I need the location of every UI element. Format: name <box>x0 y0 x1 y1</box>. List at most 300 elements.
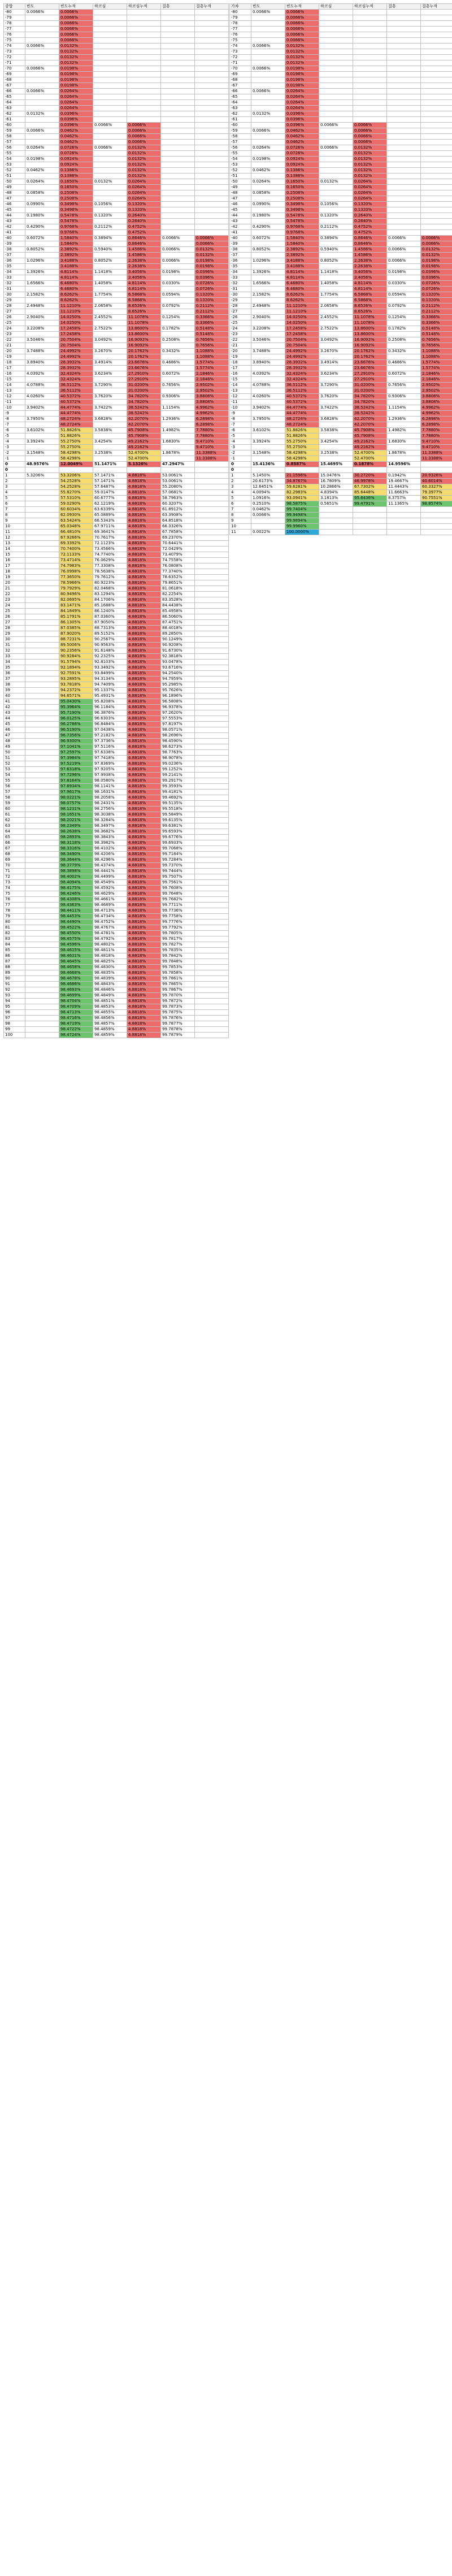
table-row <box>230 400 452 405</box>
value-cell: 97.9205% <box>93 767 127 773</box>
table-row <box>230 27 452 32</box>
row-key-cell: 6 <box>4 501 25 507</box>
value-cell: 66.5343% <box>93 518 127 524</box>
table-row <box>4 580 229 586</box>
value-cell <box>161 366 195 371</box>
value-cell: 98.2893% <box>59 835 93 840</box>
value-cell: 0.0264% <box>25 179 59 185</box>
value-cell: 49.2162% <box>127 445 161 450</box>
value-cell: 3.9402% <box>251 405 285 411</box>
value-cell: 0.7656% <box>195 337 229 343</box>
value-cell: 4.8818% <box>127 524 161 530</box>
value-cell: 0.0198% <box>421 258 452 264</box>
value-cell <box>161 106 195 111</box>
value-cell: 91.5794% <box>59 660 93 665</box>
value-cell: 98.4094% <box>59 880 93 886</box>
table-row <box>4 27 229 32</box>
value-cell: 48.2724% <box>285 417 319 422</box>
value-cell: 0.1320% <box>319 213 353 219</box>
value-cell: 8.6262% <box>285 298 319 303</box>
value-cell <box>387 332 421 337</box>
row-key-cell: -65 <box>4 94 25 100</box>
value-cell: 0.0396% <box>59 123 93 128</box>
value-cell <box>353 55 387 60</box>
value-cell <box>161 456 195 462</box>
value-cell <box>319 44 353 49</box>
value-cell: 4.8818% <box>127 496 161 501</box>
value-cell: 0.0132% <box>195 253 229 258</box>
table-row <box>4 676 229 682</box>
value-cell <box>421 513 452 518</box>
value-cell <box>387 366 421 371</box>
table-row <box>4 660 229 665</box>
value-cell: 3.9402% <box>25 405 59 411</box>
value-cell: 6.2898% <box>195 417 229 422</box>
value-cell: 0.2640% <box>353 219 387 224</box>
table-row <box>4 213 229 219</box>
value-cell: 98.4716% <box>59 1016 93 1021</box>
value-cell: 44.4774% <box>59 411 93 417</box>
row-key-cell: 67 <box>4 846 25 852</box>
table-row <box>4 388 229 394</box>
value-cell: 0.2112% <box>195 303 229 309</box>
table-row <box>4 541 229 547</box>
value-cell: 99.7284% <box>161 857 195 863</box>
table-row <box>230 320 452 326</box>
value-cell: 1.5840% <box>285 241 319 247</box>
value-cell: 4.8818% <box>127 931 161 936</box>
value-cell: 92.1894% <box>59 665 93 671</box>
row-key-cell: 80 <box>4 920 25 925</box>
value-cell: 8.6526% <box>353 309 387 315</box>
value-cell: 4.8818% <box>127 936 161 942</box>
value-cell: 98.0571% <box>161 727 195 733</box>
value-cell: 98.4699% <box>59 993 93 999</box>
value-cell <box>387 60 421 66</box>
value-cell <box>251 287 285 292</box>
value-cell: 0.2508% <box>285 190 319 196</box>
row-key-cell: -63 <box>230 106 251 111</box>
value-cell <box>93 343 127 349</box>
value-cell: 4.8818% <box>127 914 161 920</box>
row-key-cell: -76 <box>230 32 251 38</box>
table-row <box>230 15 452 21</box>
value-cell: 23.6676% <box>127 366 161 371</box>
row-key-cell: -80 <box>4 10 25 15</box>
value-cell <box>387 185 421 190</box>
value-cell: 0.9768% <box>285 230 319 236</box>
value-cell <box>25 15 59 21</box>
value-cell: 13.8600% <box>353 332 387 337</box>
value-cell: 54.2528% <box>59 479 93 484</box>
value-cell <box>25 869 59 874</box>
value-cell <box>127 467 161 473</box>
value-cell: 78.5966% <box>59 580 93 586</box>
value-cell: 4.8818% <box>127 970 161 976</box>
table-row <box>4 100 229 106</box>
value-cell <box>387 140 421 145</box>
value-cell: 1.1418% <box>93 270 127 275</box>
value-cell: 0.8646% <box>127 236 161 241</box>
value-cell <box>25 897 59 903</box>
value-cell <box>195 965 229 970</box>
value-cell: 0.0066% <box>285 32 319 38</box>
row-key-cell: 13 <box>4 541 25 547</box>
value-cell <box>25 942 59 948</box>
value-cell <box>319 140 353 145</box>
table-row <box>4 620 229 626</box>
value-cell <box>421 117 452 123</box>
row-key-cell: -52 <box>4 168 25 174</box>
value-cell: 1.3926% <box>251 270 285 275</box>
table-row <box>4 965 229 970</box>
row-key-cell: -61 <box>230 117 251 123</box>
table-row <box>4 21 229 27</box>
value-cell: 1.7754% <box>319 292 353 298</box>
column-header: 빈도 <box>25 4 59 10</box>
table-row <box>4 869 229 874</box>
value-cell <box>251 400 285 405</box>
table-row <box>230 207 452 213</box>
value-cell <box>195 1027 229 1033</box>
value-cell: 66.3326% <box>161 524 195 530</box>
value-cell <box>25 931 59 936</box>
value-cell <box>93 128 127 134</box>
value-cell <box>161 320 195 326</box>
row-key-cell: -49 <box>230 185 251 190</box>
row-key-cell: 10 <box>4 524 25 530</box>
table-row <box>230 456 452 462</box>
value-cell: 4.8818% <box>127 993 161 999</box>
value-cell: 0.3366% <box>421 320 452 326</box>
value-cell: 0.0396% <box>59 111 93 117</box>
value-cell: 0.0132% <box>353 162 387 168</box>
row-key-cell: -43 <box>230 219 251 224</box>
value-cell: 1.6566% <box>25 281 59 287</box>
value-cell <box>161 162 195 168</box>
value-cell: 99.7879% <box>161 1033 195 1038</box>
value-cell <box>195 44 229 49</box>
value-cell: 0.9768% <box>59 224 93 230</box>
row-key-cell: 50 <box>4 750 25 756</box>
value-cell: 74.7558% <box>161 558 195 563</box>
row-key-cell: -79 <box>230 15 251 21</box>
table-row <box>4 400 229 405</box>
value-cell: 94.2372% <box>59 688 93 693</box>
value-cell <box>387 513 421 518</box>
value-cell: 99.7682% <box>161 897 195 903</box>
table-row <box>230 49 452 55</box>
value-cell <box>319 83 353 89</box>
value-cell: 98.4713% <box>93 908 127 914</box>
value-cell: 4.8818% <box>127 501 161 507</box>
value-cell: 98.7763% <box>161 750 195 756</box>
value-cell: 1.5840% <box>285 236 319 241</box>
row-key-cell: 83 <box>4 936 25 942</box>
value-cell <box>319 111 353 117</box>
value-cell: 0.0066% <box>421 241 452 247</box>
value-cell: 85.4958% <box>161 609 195 614</box>
value-cell: 4.8114% <box>285 275 319 281</box>
value-cell <box>161 123 195 128</box>
value-cell <box>195 513 229 518</box>
value-cell: 4.8818% <box>127 614 161 620</box>
value-cell <box>25 580 59 586</box>
value-cell: 98.2349% <box>59 823 93 829</box>
value-cell <box>387 44 421 49</box>
value-cell: 96.2786% <box>59 722 93 727</box>
row-key-cell: 8 <box>4 513 25 518</box>
value-cell: 4.8818% <box>127 795 161 801</box>
value-cell: 0.0462% <box>59 128 93 134</box>
value-cell: 0.0198% <box>59 83 93 89</box>
value-cell: 98.4802% <box>93 942 127 948</box>
row-key-cell: -74 <box>230 44 251 49</box>
value-cell <box>25 767 59 773</box>
value-cell: 99.7758% <box>161 914 195 920</box>
row-key-cell: -27 <box>230 309 251 315</box>
table-row <box>4 880 229 886</box>
value-cell: 0.0132% <box>25 111 59 117</box>
row-key-cell: 19 <box>4 575 25 580</box>
row-key-cell: -21 <box>4 343 25 349</box>
table-row <box>4 823 229 829</box>
value-cell <box>195 168 229 174</box>
value-cell <box>195 818 229 823</box>
value-cell <box>25 648 59 654</box>
value-cell: 98.4818% <box>93 953 127 959</box>
table-row <box>4 292 229 298</box>
table-row <box>230 337 452 343</box>
value-cell <box>353 111 387 117</box>
value-cell: 5.1326% <box>127 462 161 467</box>
value-cell: 45.7908% <box>127 428 161 433</box>
value-cell <box>421 44 452 49</box>
value-cell: 4.8114% <box>353 287 387 292</box>
row-key-cell: 91 <box>4 982 25 987</box>
value-cell: 14.9596% <box>387 462 421 467</box>
value-cell <box>353 530 387 535</box>
value-cell: 58.7963% <box>161 496 195 501</box>
value-cell <box>25 422 59 428</box>
value-cell <box>421 38 452 44</box>
value-cell <box>421 202 452 207</box>
value-cell: 0.0066% <box>319 145 353 151</box>
value-cell <box>319 66 353 72</box>
value-cell: 11.6663% <box>387 490 421 496</box>
value-cell: 42.2070% <box>127 422 161 428</box>
value-cell: 34.8767% <box>285 479 319 484</box>
table-row <box>4 535 229 541</box>
value-cell: 1.1154% <box>161 405 195 411</box>
value-cell <box>251 162 285 168</box>
value-cell <box>161 100 195 106</box>
value-cell: 97.1041% <box>59 744 93 750</box>
value-cell <box>25 535 59 541</box>
value-cell: 0.0462% <box>59 134 93 140</box>
table-row <box>4 320 229 326</box>
table-row <box>230 326 452 332</box>
value-cell: 0.0462% <box>59 140 93 145</box>
table-row <box>4 315 229 320</box>
value-cell: 45.7908% <box>353 433 387 439</box>
value-cell <box>421 60 452 66</box>
value-cell: 4.8818% <box>127 484 161 490</box>
value-cell: 96.7356% <box>59 733 93 739</box>
value-cell: 20.6173% <box>251 479 285 484</box>
value-cell <box>353 15 387 21</box>
header-row <box>230 4 452 10</box>
value-cell <box>319 320 353 326</box>
value-cell <box>387 219 421 224</box>
table-row <box>230 140 452 145</box>
value-cell: 0.5478% <box>59 213 93 219</box>
value-cell: 87.0360% <box>93 614 127 620</box>
value-cell: 98.4693% <box>59 987 93 993</box>
table-row <box>4 44 229 49</box>
value-cell <box>59 467 93 473</box>
table-row <box>4 450 229 456</box>
row-key-cell: 36 <box>4 671 25 676</box>
value-cell: 99.7404% <box>285 507 319 513</box>
value-cell <box>319 49 353 55</box>
row-key-cell: 7 <box>230 507 251 513</box>
table-row <box>4 326 229 332</box>
value-cell <box>25 671 59 676</box>
value-cell: 0.0066% <box>387 236 421 241</box>
row-key-cell: 37 <box>4 676 25 682</box>
value-cell: 0.0264% <box>59 106 93 111</box>
value-cell <box>251 55 285 60</box>
row-key-cell: -53 <box>230 162 251 168</box>
table-row <box>4 157 229 162</box>
column-header: 하코심 <box>93 4 127 10</box>
value-cell <box>93 162 127 168</box>
value-cell <box>25 948 59 953</box>
row-key-cell: 71 <box>4 869 25 874</box>
value-cell: 0.0792% <box>161 303 195 309</box>
value-cell <box>421 190 452 196</box>
value-cell: 0.0330% <box>387 281 421 287</box>
value-cell: 3.4914% <box>319 360 353 366</box>
value-cell: 0.0924% <box>285 162 319 168</box>
value-cell <box>93 196 127 202</box>
table-row <box>230 38 452 44</box>
value-cell <box>251 433 285 439</box>
right-table-body <box>230 4 452 535</box>
row-key-cell: 78 <box>4 908 25 914</box>
table-row <box>4 976 229 982</box>
value-cell: 0.0132% <box>353 157 387 162</box>
value-cell: 0.0132% <box>127 168 161 174</box>
value-cell <box>25 970 59 976</box>
value-cell: 4.8818% <box>127 586 161 592</box>
value-cell: 46.9978% <box>353 479 387 484</box>
value-cell: 0.0132% <box>59 44 93 49</box>
value-cell <box>195 756 229 761</box>
value-cell: 99.6593% <box>161 829 195 835</box>
row-key-cell: -51 <box>4 174 25 179</box>
value-cell: 0.2640% <box>127 213 161 219</box>
value-cell <box>251 456 285 462</box>
row-key-cell: -15 <box>230 377 251 383</box>
value-cell <box>251 366 285 371</box>
value-cell <box>25 541 59 547</box>
value-cell <box>161 44 195 49</box>
value-cell: 0.2508% <box>59 196 93 202</box>
row-key-cell: -1 <box>230 456 251 462</box>
value-cell <box>93 117 127 123</box>
value-cell: 24.4992% <box>285 349 319 354</box>
value-cell: 5.3206% <box>25 473 59 479</box>
value-cell <box>353 77 387 83</box>
value-cell <box>25 400 59 405</box>
value-cell: 40.5372% <box>285 400 319 405</box>
value-cell: 4.8818% <box>127 665 161 671</box>
value-cell: 97.9617% <box>59 790 93 795</box>
value-cell: 4.8818% <box>127 1016 161 1021</box>
value-cell <box>161 219 195 224</box>
value-cell <box>25 332 59 337</box>
value-cell: 98.4835% <box>93 970 127 976</box>
table-row <box>4 94 229 100</box>
value-cell: 0.1980% <box>25 213 59 219</box>
value-cell: 16.9092% <box>127 337 161 343</box>
table-row <box>4 903 229 908</box>
value-cell <box>387 38 421 44</box>
value-cell: 0.0396% <box>421 275 452 281</box>
row-key-cell: 4 <box>4 490 25 496</box>
row-key-cell: -46 <box>230 202 251 207</box>
value-cell <box>25 773 59 778</box>
value-cell <box>195 637 229 643</box>
value-cell: 0.1056% <box>319 202 353 207</box>
table-row <box>4 784 229 790</box>
value-cell: 3.4914% <box>93 360 127 366</box>
value-cell: 0.9768% <box>59 230 93 236</box>
value-cell <box>161 287 195 292</box>
table-row <box>230 10 452 15</box>
value-cell <box>319 185 353 190</box>
value-cell: 0.0066% <box>59 21 93 27</box>
value-cell: 0.0066% <box>59 10 93 15</box>
value-cell: 98.4102% <box>93 846 127 852</box>
value-cell: 99.7608% <box>161 886 195 891</box>
value-cell <box>25 196 59 202</box>
value-cell <box>319 10 353 15</box>
value-cell <box>161 179 195 185</box>
row-key-cell: 43 <box>4 710 25 716</box>
value-cell: 0.0066% <box>421 236 452 241</box>
row-key-cell: -40 <box>4 236 25 241</box>
value-cell <box>161 72 195 77</box>
value-cell <box>421 207 452 213</box>
table-row <box>4 428 229 433</box>
value-cell <box>127 21 161 27</box>
value-cell: 32.4324% <box>59 371 93 377</box>
value-cell: 3.4056% <box>353 275 387 281</box>
table-row <box>4 716 229 722</box>
value-cell: 1.6830% <box>161 439 195 445</box>
value-cell: 0.0066% <box>93 145 127 151</box>
value-cell: 92.3818% <box>161 654 195 660</box>
row-key-cell: -64 <box>230 100 251 106</box>
value-cell <box>353 518 387 524</box>
value-cell: 20.7504% <box>59 337 93 343</box>
value-cell: 0.0264% <box>251 179 285 185</box>
value-cell: 8.6526% <box>127 303 161 309</box>
value-cell <box>161 89 195 94</box>
